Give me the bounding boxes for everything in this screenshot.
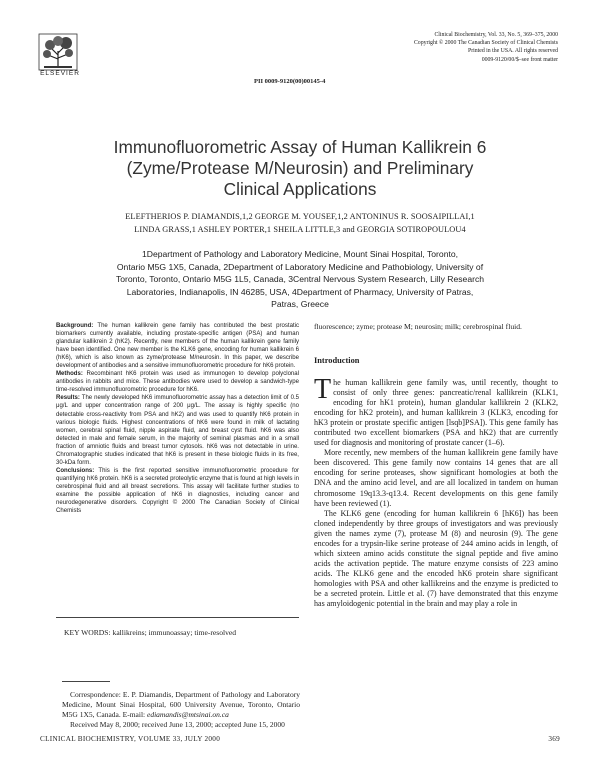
keywords-part-1: KEY WORDS: kallikreins; immunoassay; time-resolved: [64, 628, 237, 637]
affil-line-3: Toronto, Toronto, Ontario M5G 1L5, Canada, 3Central Nervous System Research, Lilly Research: [115, 274, 485, 284]
correspondence-note: [62, 690, 300, 730]
title-line-3: Clinical Applications: [223, 179, 377, 199]
authors-line-1: ELEFTHERIOS P. DIAMANDIS,1,2 GEORGE M. YOUSEF,1,2 ANTONINUS R. SOOSAIPILLAI,1: [125, 212, 475, 221]
title-line-2: (Zyme/Protease M/Neurosin) and Preliminary: [126, 158, 474, 178]
keywords-part-2: fluorescence; zyme; protease M; neurosin; milk; cerebrospinal fluid.: [314, 322, 522, 331]
correspondence-text: [62, 690, 300, 720]
abstract-divider: [56, 617, 299, 618]
correspondence-body: Correspondence: E. P. Diamandis, Department of Pathology and Laboratory Medicine, Mount Sinai Hospital, 600 University Avenue, Toronto, Ontario M5G 1X5, Canada. E-mail:: [62, 690, 300, 720]
methods-label: Methods:: [56, 371, 83, 378]
journal-meta: [328, 31, 558, 64]
footnote-rule: [62, 681, 110, 682]
page-footer: [40, 735, 560, 743]
results-text: The newly developed hK6 immunofluorometric assay has a detection limit of 0.5 μg/L and upper concentration range of 200 μg/L. The assay is highly specific (no detectable cross-reactivity from PSA and hK2) and was used to quantify hK6 protein in various biologic fluids. Highest concentrations of hK6 were found in milk of lactating women, cerebral spinal fluid, nipple aspirate fluid, and breast cyst fluid. hK6 was also detected in male and female serum, in the majority of seminal plasmas and in a small fraction of amniotic fluids and breast tumor cytosols. hK6 was not detectable in urine. Chromatographic studies indicated that hK6 is present in these biologic fluids in its free, 30-kDa form.: [56, 395, 299, 466]
copyright-line: Copyright © 2000 The Canadian Society of Clinical Chemists: [413, 40, 558, 47]
page-number: 369: [548, 735, 560, 743]
affil-line-5: Patras, Greece: [271, 299, 329, 309]
article-title: [60, 137, 540, 200]
abstract-results: [56, 394, 299, 466]
affil-line-2: Ontario M5G 1X5, Canada, 2Department of Laboratory Medicine and Pathobiology, University of: [116, 261, 484, 272]
methods-text: Recombinant hK6 protein was used as immunogen to develop polyclonal antibodies in rabbits and mice. These antibodies were used to develop a sandwich-type time-resolved immunofluorometric procedure for hK6.: [56, 371, 299, 394]
introduction-body: [314, 374, 558, 609]
intro-paragraph-3: The KLK6 gene (encoding for human kallikrein 6 [hK6]) has been cloned independently by three groups of investigators and was previously given the names zyme (7), protease M (8) and neurosin (9). The gene encodes for a trypsin-like serine protease of 244 amino acids in length, of which sixteen amino acids constitute the signal peptide and five amino acids the activation peptide. The mature enzyme consists of 223 amino acids. The KLK6 gene and the encoded hK6 protein share significant homologies with PSA and other kallikreins and the enzyme is predicted to be a secreted protein. Little et al. (7) have demonstrated that this enzyme has amyloidogenic potential in the brain and may play a role in: [314, 508, 558, 609]
conclusions-label: Conclusions:: [56, 467, 95, 474]
publisher-logo-text: ELSEVIER: [40, 70, 80, 77]
affil-line-1: 1Department of Pathology and Laboratory Medicine, Mount Sinai Hospital, Toronto,: [141, 249, 459, 259]
footer-journal: CLINICAL BIOCHEMISTRY, VOLUME 33, JULY 2000: [40, 735, 221, 743]
intro-paragraph-2: More recently, new members of the human kallikrein gene family have been discovered. This gene family now contains 14 genes that are all encoding for serine proteases, show significant homologies at both the DNA and the amino acid level, and are all localized in tandem on human chromosome 19q13.3-q13.4. Recent developments on this gene family have been reviewed (1).: [314, 448, 558, 508]
intro-paragraph-1: [314, 374, 558, 448]
abstract-methods: [56, 370, 299, 394]
title-line-1: Immunofluorometric Assay of Human Kallikrein 6: [113, 137, 487, 157]
correspondence-email: ediamandis@mtsinai.on.ca: [146, 710, 229, 720]
affil-line-4: Laboratories, Indianapolis, IN 46285, USA, 4Department of Pharmacy, University of Patras,: [126, 286, 474, 297]
printed-line: Printed in the USA. All rights reserved: [467, 48, 558, 55]
issn-line: 0009-9120/00/$–see front matter: [481, 56, 558, 63]
authors-line-2: LINDA GRASS,1 ASHLEY PORTER,1 SHEILA LITTLE,3 and GEORGIA SOTIROPOULOU4: [134, 225, 466, 234]
abstract-background: [56, 322, 299, 370]
pii-identifier: PII 0009-9120(00)00145-4: [254, 78, 326, 85]
results-label: Results:: [56, 395, 80, 402]
drop-cap: T: [314, 374, 332, 405]
conclusions-text: This is the first reported sensitive immunofluorometric procedure for quantifying hK6 protein. hK6 is a secreted proteolytic enzyme that is found at high levels in cerebrospinal fluid and all breast secretions. This assay will facilitate further studies to examine the possible application of hK6 in diagnostics, including cancer and neurodegenerative disorders. Copyright © 2000 The Canadian Society of Clinical Chemists: [56, 467, 299, 515]
journal-citation: Clinical Biochemistry, Vol. 33, No. 5, 369–375, 2000: [434, 32, 558, 38]
abstract: [56, 322, 299, 515]
background-text: The human kallikrein gene family has contributed the best prostatic biomarkers currently available, including prostate-specific antigen (PSA) and human glandular kallikrein 2 (hK2). Recently, new members of the human kallikrein gene family have been identified. One new member is the KLK6 gene, encoding for human kallikrein 6 (hK6), which is also known as zyme/protease M/neurosin. In this paper, we describe development of antibodies and a sensitive immunofluorometric procedure for hK6 protein.: [56, 323, 299, 370]
intro-p1-text: he human kallikrein gene family was, until recently, thought to consist of only three genes: pancreatic/renal kallikrein (KLK1, encoding for hK1 protein), human glandular kallikrein 2 (KLK2, encoding for hK2 protein), and human kallikrein 3 (KLK3, encoding for hK3 protein or prostate specific antigen [lsqb]PSA]). This gene family has contributed two excellent biomarkers (PSA and hK2) that are currently used for diagnosis and monitoring of prostate cancer (1–6).: [314, 378, 558, 448]
section-heading-introduction: Introduction: [314, 356, 360, 365]
background-label: Background:: [56, 323, 94, 329]
author-list: [60, 210, 540, 236]
received-dates: Received May 8, 2000; received June 13, 2000; accepted June 15, 2000: [70, 720, 285, 730]
abstract-conclusions: [56, 467, 299, 515]
affiliations: [55, 248, 545, 311]
